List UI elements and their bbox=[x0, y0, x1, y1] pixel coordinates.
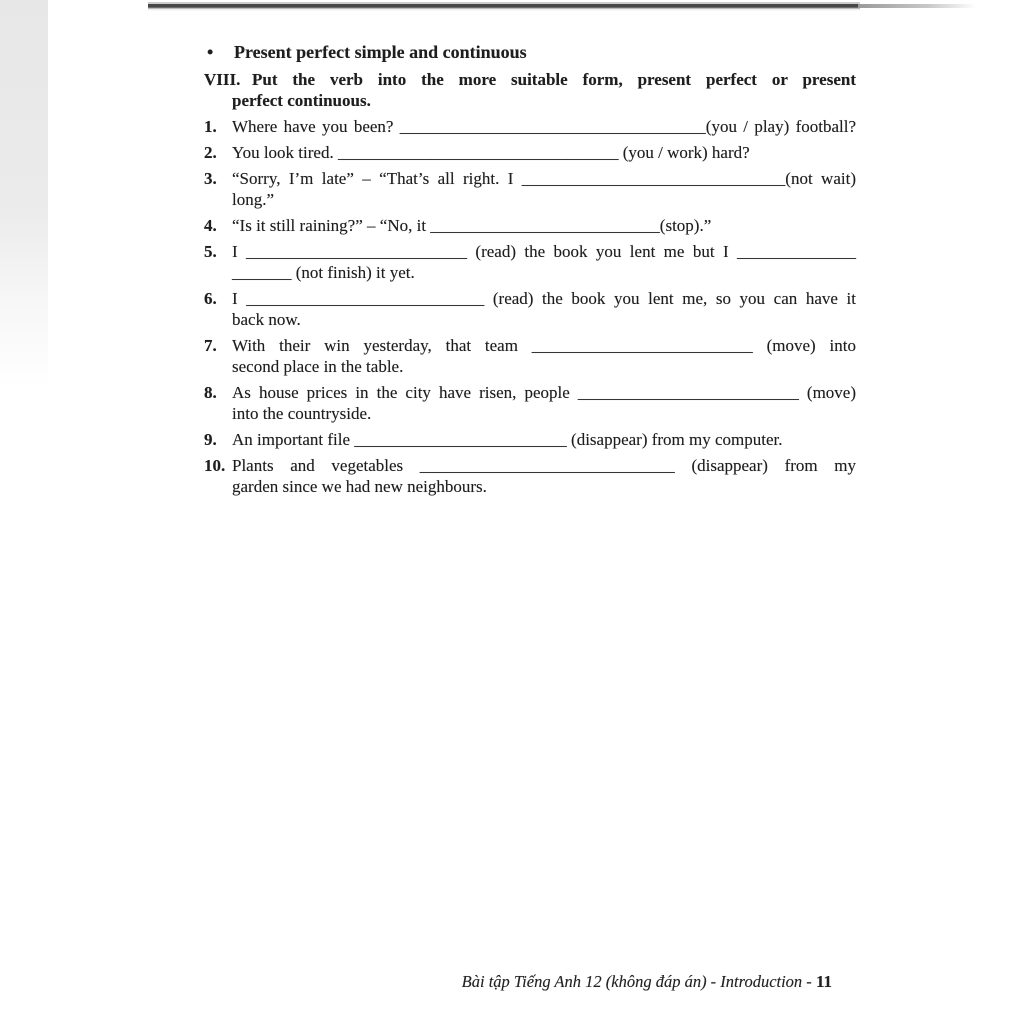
exercise-item-9 bbox=[204, 429, 856, 450]
item-line: I ____________________________ (read) the book you lent me, so you can have it bbox=[232, 289, 856, 308]
topic-heading bbox=[204, 40, 856, 64]
exercise-item-1 bbox=[204, 116, 856, 137]
item-number: 9. bbox=[204, 430, 217, 449]
item-line: With their win yesterday, that team __________________________ (move) into bbox=[232, 336, 856, 355]
item-number: 7. bbox=[204, 336, 217, 355]
exercise-heading bbox=[204, 69, 856, 111]
exercise-item-3 bbox=[204, 168, 856, 210]
item-line: “Is it still raining?” – “No, it ___________________________(stop).” bbox=[232, 216, 712, 235]
exercise-item-6 bbox=[204, 288, 856, 330]
exercise-item-8 bbox=[204, 382, 856, 424]
footer-page-number: 11 bbox=[815, 972, 832, 991]
item-line: into the countryside. bbox=[232, 404, 372, 423]
bullet-icon: • bbox=[207, 42, 214, 62]
item-line: You look tired. _________________________________ (you / work) hard? bbox=[232, 143, 750, 162]
item-line: back now. bbox=[232, 310, 301, 329]
exercise-item-4 bbox=[204, 215, 856, 236]
item-number: 10. bbox=[204, 456, 226, 475]
item-number: 2. bbox=[204, 143, 217, 162]
exercise-number: VIII. bbox=[204, 70, 241, 89]
item-line: An important file _________________________ (disappear) from my computer. bbox=[232, 430, 783, 449]
item-line: “Sorry, I’m late” – “That’s all right. I _______________________________(not wait) bbox=[232, 169, 856, 188]
instruction-line: perfect continuous. bbox=[232, 91, 371, 110]
item-line: Plants and vegetables ______________________________ (disappear) from my bbox=[232, 456, 856, 475]
topic-title: Present perfect simple and continuous bbox=[234, 42, 527, 62]
item-line: I __________________________ (read) the book you lent me but I ______________ bbox=[232, 242, 856, 261]
footer-book-title: Bài tập Tiếng Anh 12 (không đáp án) - Introduction - bbox=[461, 972, 816, 991]
item-number: 6. bbox=[204, 289, 217, 308]
item-line: garden since we had new neighbours. bbox=[232, 477, 487, 496]
scan-top-edge-bar-fade bbox=[858, 4, 976, 8]
item-number: 1. bbox=[204, 117, 217, 136]
instruction-line: Put the verb into the more suitable form, present perfect or present bbox=[252, 70, 856, 89]
item-number: 3. bbox=[204, 169, 217, 188]
item-line: Where have you been? ____________________________________(you / play) football? bbox=[232, 117, 856, 136]
item-number: 5. bbox=[204, 242, 217, 261]
exercise-item-2 bbox=[204, 142, 856, 163]
item-line: second place in the table. bbox=[232, 357, 404, 376]
exercise-item-10 bbox=[204, 455, 856, 497]
item-number: 8. bbox=[204, 383, 217, 402]
item-line: _______ (not finish) it yet. bbox=[232, 263, 415, 282]
exercise-item-7 bbox=[204, 335, 856, 377]
item-number: 4. bbox=[204, 216, 217, 235]
exercise-list bbox=[204, 116, 856, 497]
page-content bbox=[204, 40, 856, 497]
item-line: As house prices in the city have risen, people __________________________ (move) bbox=[232, 383, 856, 402]
scan-top-edge-bar bbox=[148, 2, 860, 11]
item-line: long.” bbox=[232, 190, 275, 209]
scan-left-margin-shade bbox=[0, 0, 48, 540]
page-footer bbox=[204, 972, 832, 992]
exercise-item-5 bbox=[204, 241, 856, 283]
